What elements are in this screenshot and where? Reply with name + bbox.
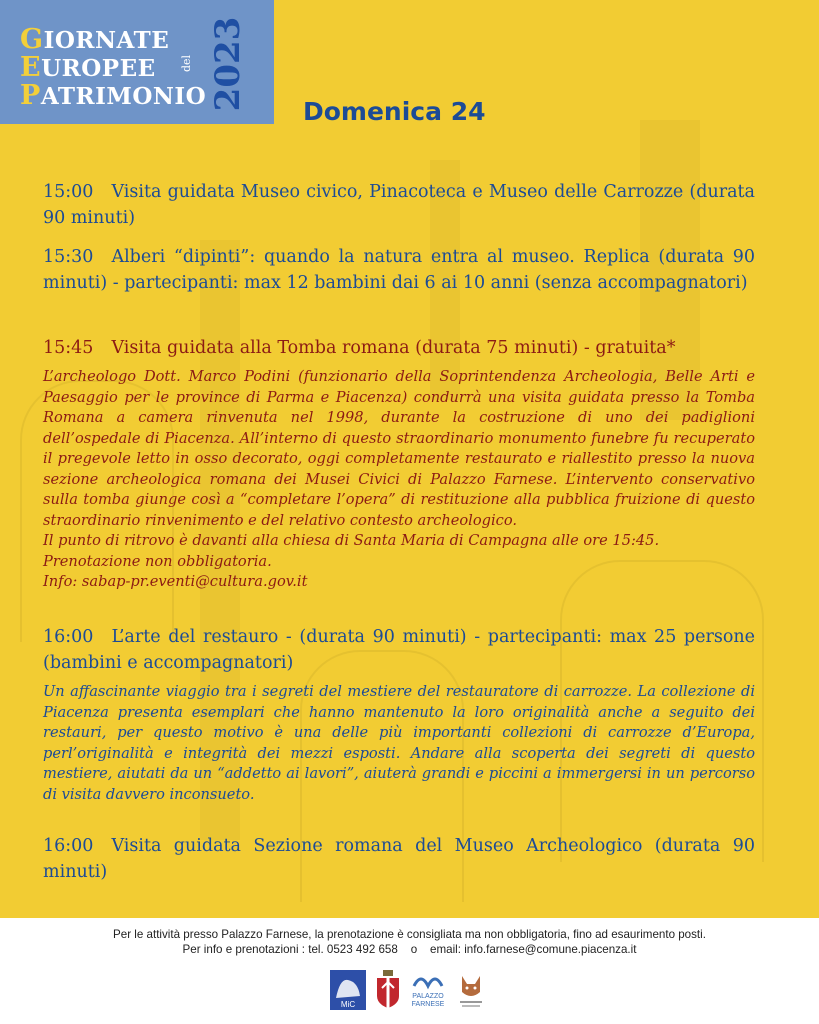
palazzo-logo-line2: FARNESE (411, 1001, 445, 1008)
event-time: 15:00 (43, 182, 94, 202)
brand-year: 2023 (208, 16, 248, 112)
event-title (43, 335, 755, 361)
event-time: 15:30 (43, 247, 94, 267)
event-title-text: Visita guidata alla Tomba romana (durata 75 minuti) - gratuita* (111, 338, 676, 358)
event-description (43, 682, 755, 805)
event-1530-alberi (43, 244, 755, 296)
event-time: 16:00 (43, 836, 94, 856)
event-time: 16:00 (43, 627, 94, 647)
brand-line-2: EUROPEE (20, 52, 156, 83)
description-text: L’archeologo Dott. Marco Podini (funzionario della Soprintendenza Archeologia, Belle Arti e Paesaggio per le province di Parma e Piacenza) condurrà una visita guidata presso la Tomba Romana a camera rinvenuta nel 1998, durante la costruzione di uno dei padiglioni dell’ospedale di Piacenza. All’interno di questo straordinario monumento funebre fu recuperato il pregevole letto in osso decorato, oggi completamente restaurato e riallestito presso la nuova sezione archeologica romana dei Musei Civici di Palazzo Farnese. L’intervento conservativo sulla tomba giunge così a “completare l’opera” di restituzione alla pubblica fruizione di questo straordinario rinvenimento e del relativo contesto archeologico. (43, 368, 755, 529)
event-1600-restauro (43, 624, 755, 805)
brand-del: del (180, 54, 194, 73)
event-1600-archeologico (43, 833, 755, 885)
event-time: 15:45 (43, 338, 94, 358)
event-title (43, 833, 755, 885)
footer-contacts: Per info e prenotazioni : tel. 0523 492 658 o email: info.farnese@comune.piacenza.it (182, 943, 637, 956)
mic-logo (330, 970, 366, 1010)
event-brand-logo (0, 0, 274, 124)
mic-logo-text: MiC (340, 1000, 356, 1009)
meeting-point: Il punto di ritrovo è davanti alla chiesa di Santa Maria di Campagna alle ore 15:45. (43, 532, 660, 549)
palazzo-logo-line1: PALAZZO (412, 993, 444, 1000)
event-title-text: Visita guidata Museo civico, Pinacoteca e Museo delle Carrozze (durata 90 minuti) (43, 182, 755, 228)
info-email[interactable]: Info: sabap-pr.eventi@cultura.gov.it (43, 573, 308, 590)
event-title (43, 244, 755, 296)
brand-line-3: PATRIMONIO (20, 80, 207, 111)
event-1545-tomba (43, 335, 755, 593)
event-title-text: Visita guidata Sezione romana del Museo Archeologico (durata 90 minuti) (43, 836, 755, 882)
event-title-text: Alberi “dipinti”: quando la natura entra al museo. Replica (durata 90 minuti) - partecipanti: max 12 bambini dai 6 ai 10 anni (senza accompagnatori) (43, 247, 755, 293)
brand-initial: G (20, 24, 44, 55)
piacenza-crest-logo (374, 970, 402, 1010)
event-title (43, 624, 755, 676)
booking-note: Prenotazione non obbligatoria. (43, 552, 272, 570)
brand-line-1: GIORNATE (20, 24, 170, 55)
footer-booking-note: Per le attività presso Palazzo Farnese, la prenotazione è consigliata ma non obbligatoria, fino ad esaurimento posti. (113, 928, 706, 941)
museo-storia-naturale-logo (454, 970, 488, 1010)
brand-initial: E (20, 52, 42, 83)
palazzo-farnese-logo (410, 970, 446, 1010)
description-text: Un affascinante viaggio tra i segreti del mestiere del restauratore di carrozze. La collezione di Piacenza presenta esemplari che hanno mantenuto la loro originalità anche a seguito dei restauri, per questo motivo è una delle più importanti collezioni di carrozze d’Europa, perl’originalità e integrità dei mezzi esposti. Andare alla scoperta dei segreti di questo mestiere, aiutati da un “addetto ai lavori”, aiuterà grandi e piccini a immergersi in un percorso di visita davvero inconsueto. (43, 683, 755, 803)
brand-initial: P (20, 80, 41, 111)
event-description (43, 367, 755, 593)
event-title-text: L’arte del restauro - (durata 90 minuti) - partecipanti: max 25 persone (bambini e accompagnatori) (43, 627, 755, 673)
event-title (43, 179, 755, 231)
event-1500-museo (43, 179, 755, 231)
day-title: Domenica 24 (303, 97, 486, 126)
